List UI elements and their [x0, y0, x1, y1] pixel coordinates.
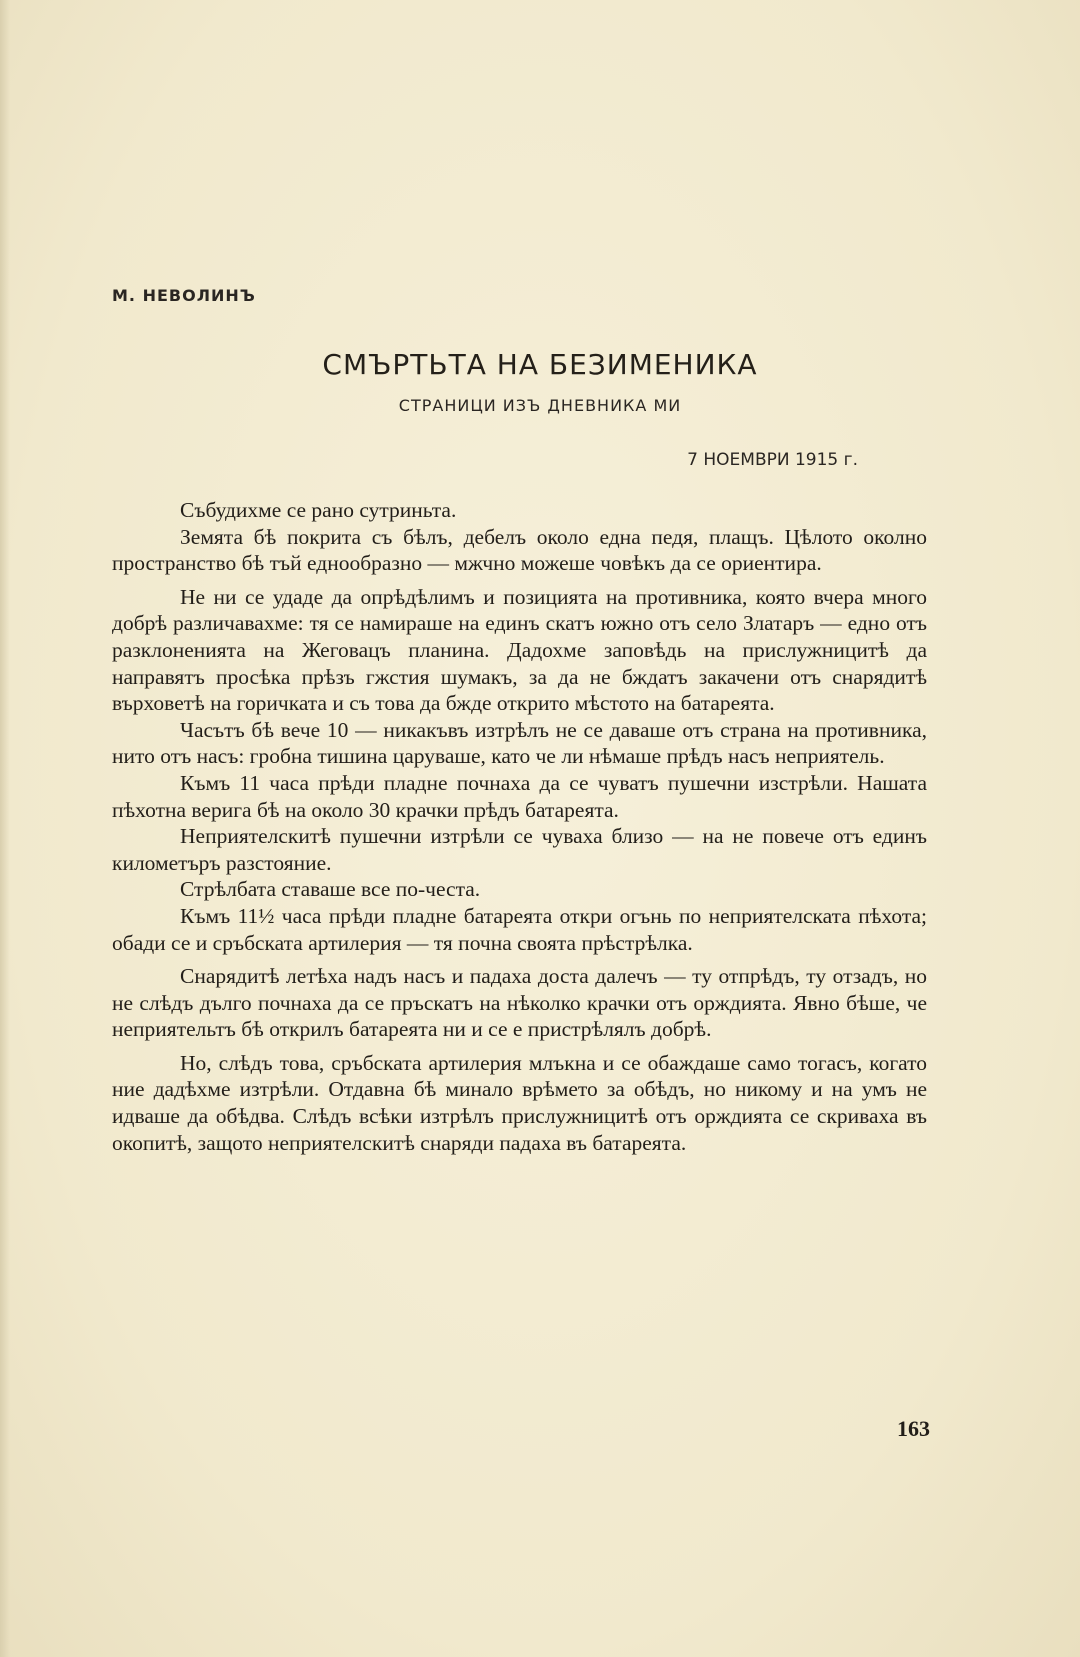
- paragraph: Неприятелскитѣ пушечни изтрѣли се чуваха близо — на не повече отъ единъ километъръ разстояние.: [112, 824, 927, 875]
- body-text: [112, 497, 927, 1156]
- paragraph: Не ни се удаде да опрѣдѣлимъ и позицията на противника, която вчера много добрѣ различавахме: тя се намираше на единъ скатъ южно отъ село Златаръ — едно отъ разклоненията на Жеговацъ планина. Дадохме заповѣдь на прислужницитѣ да направятъ просѣка прѣзъ гжстия шумакъ, за да не бждатъ закачени отъ снарядитѣ върховетѣ на горичката и съ това да бжде открито мѣстото на батареята.: [112, 584, 927, 716]
- paragraph: Часътъ бѣ вече 10 — никакъвъ изтрѣлъ не се даваше отъ страна на противника, нито отъ насъ: гробна тишина царуваше, като че ли нѣмаше прѣдъ насъ неприятель.: [112, 717, 927, 769]
- paragraph: Къмъ 11 часа прѣди пладне почнаха да се чуватъ пушечни изстрѣли. Нашата пѣхотна верига бѣ на около 30 крачки прѣдъ батареята.: [112, 770, 927, 822]
- paragraph: Но, слѣдъ това, сръбската артилерия млъкна и се обаждаше само тогасъ, когато ние дадѣхме изтрѣли. Отдавна бѣ минало врѣмето за обѣдъ, но никому и на умъ не идваше да обѣдва. Слѣдъ всѣки изтрѣлъ прислужницитѣ отъ орждията се скриваха въ окопитѣ, защото неприятелскитѣ снаряди падаха въ батареята.: [112, 1050, 927, 1155]
- page-edge-shadow: [0, 0, 10, 1657]
- paragraph: Снарядитѣ летѣха надъ насъ и падаха доста далечъ — ту отпрѣдъ, ту отзадъ, но не слѣдъ дълго почнаха да се пръскатъ на нѣколко крачки отъ орждията. Явно бѣше, че неприятельтъ бѣ открилъ батареята ни и се е пристрѣлялъ добрѣ.: [112, 964, 927, 1042]
- paragraph: Къмъ 11½ часа прѣди пладне батареята откри огънь по неприятелската пѣхота; обади се и сръбската артилерия — тя почна своята прѣстрѣлка.: [112, 903, 927, 955]
- page-number: 163: [897, 1416, 930, 1441]
- paragraph: Стрѣлбата ставаше все по-честа.: [180, 877, 481, 902]
- story-subtitle: СТРАНИЦИ ИЗЪ ДНЕВНИКА МИ: [398, 396, 682, 415]
- diary-date: 7 НОЕМВРИ 1915 г.: [687, 450, 858, 470]
- author-name: М. НЕВОЛИНЪ: [112, 286, 256, 305]
- paragraph: Земята бѣ покрита съ бѣлъ, дебелъ около една педя, плащъ. Цѣлото околно пространство бѣ тъй еднообразно — мжчно можеше човѣкъ да се ориентира.: [112, 524, 927, 576]
- paragraph: Събудихме се рано сутриньта.: [180, 498, 457, 522]
- story-title: СМЪРТЬТА НА БЕЗИМЕНИКА: [322, 348, 758, 381]
